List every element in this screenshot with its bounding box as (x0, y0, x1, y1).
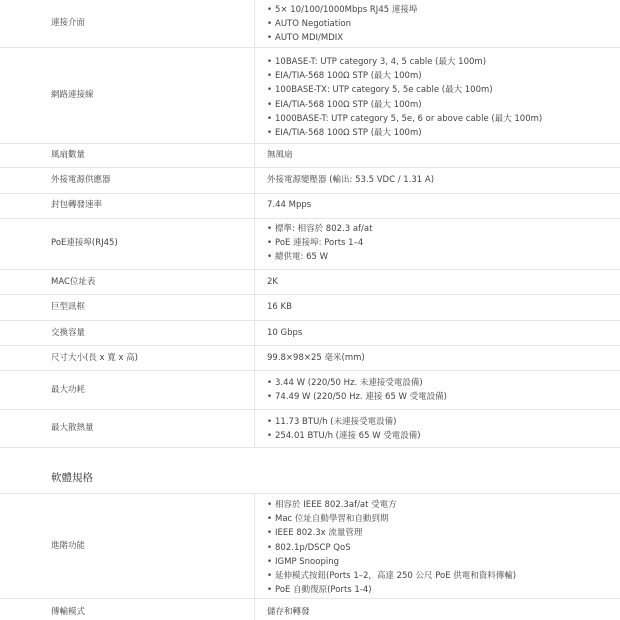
spec-value-list (267, 416, 421, 444)
spec-value-item: • 802.1p/DSCP QoS (267, 542, 516, 554)
row-divider (0, 370, 620, 371)
spec-value-item: • 相容於 IEEE 802.3af/at 受電方 (267, 499, 516, 511)
spec-value-item: • 254.01 BTU/h (連接 65 W 受電設備) (267, 430, 421, 442)
row-divider (0, 167, 620, 168)
spec-label: 傳輸模式 (51, 607, 86, 617)
spec-value: 外接電源變壓器 (輸出: 53.5 VDC / 1.31 A) (267, 175, 435, 185)
spec-value-item: • IEEE 802.3x 流量管理 (267, 527, 516, 539)
spec-value-list (267, 56, 542, 141)
spec-value: 無風扇 (267, 150, 293, 160)
column-divider (254, 0, 255, 447)
spec-value-list (267, 223, 372, 266)
spec-value-list (267, 4, 417, 47)
spec-value: 7.44 Mpps (267, 200, 312, 210)
spec-value-item: • 74.49 W (220/50 Hz. 連接 65 W 受電設備) (267, 391, 447, 403)
spec-value-item: • 100BASE-TX: UTP category 5, 5e cable (最大 100m) (267, 84, 542, 96)
row-divider (0, 493, 620, 494)
spec-label: 尺寸大小(長 x 寬 x 高) (51, 353, 139, 363)
row-divider (0, 193, 620, 194)
spec-label: 連接介面 (51, 18, 86, 28)
spec-value: 10 Gbps (267, 328, 303, 338)
spec-value-item: • 10BASE-T: UTP category 3, 4, 5 cable (最大 100m) (267, 56, 542, 68)
spec-label: 交換容量 (51, 328, 86, 338)
spec-value-item: • EIA/TIA-568 100Ω STP (最大 100m) (267, 70, 542, 82)
row-divider (0, 409, 620, 410)
spec-label: 風扇數量 (51, 150, 86, 160)
spec-value-item: • EIA/TIA-568 100Ω STP (最大 100m) (267, 99, 542, 111)
spec-value-item: • AUTO MDI/MDIX (267, 32, 417, 44)
spec-value-item: • 延伸模式按鈕(Ports 1–2，高達 250 公尺 PoE 供電和資料傳輸) (267, 570, 516, 582)
spec-label: 巨型訊框 (51, 302, 86, 312)
column-divider (254, 493, 255, 620)
spec-value-item: • IGMP Snooping (267, 556, 516, 568)
row-divider (0, 294, 620, 295)
spec-value-item: • 11.73 BTU/h (未連接受電設備) (267, 416, 421, 428)
spec-value-item: • 1000BASE-T: UTP category 5, 5e, 6 or above cable (最大 100m) (267, 113, 542, 125)
spec-label: 外接電源供應器 (51, 175, 111, 185)
spec-label: MAC位址表 (51, 277, 96, 287)
spec-value-item: • 3.44 W (220/50 Hz. 未連接受電設備) (267, 377, 447, 389)
section-title: 軟體規格 (51, 472, 93, 484)
spec-label: 最大功耗 (51, 385, 86, 395)
spec-value: 99.8×98×25 毫米(mm) (267, 353, 365, 363)
row-divider (0, 269, 620, 270)
spec-value-item: • AUTO Negotiation (267, 18, 417, 30)
row-divider (0, 218, 620, 219)
row-divider (0, 345, 620, 346)
spec-value-item: • 總供電: 65 W (267, 251, 372, 263)
row-divider (0, 47, 620, 48)
row-divider (0, 143, 620, 144)
spec-value-item: • EIA/TIA-568 100Ω STP (最大 100m) (267, 127, 542, 139)
spec-label: 最大散熱量 (51, 423, 94, 433)
row-divider (0, 447, 620, 448)
row-divider (0, 320, 620, 321)
spec-label: 封包轉發速率 (51, 200, 103, 210)
spec-value: 16 KB (267, 302, 292, 312)
spec-value-item: • 5× 10/100/1000Mbps RJ45 連接埠 (267, 4, 417, 16)
spec-label: 網路連接線 (51, 90, 94, 100)
spec-value-item: • Mac 位址自動學習和自動到期 (267, 513, 516, 525)
spec-value-item: • 標準: 相容於 802.3 af/at (267, 223, 372, 235)
spec-label: 進階功能 (51, 541, 86, 551)
spec-value-list (267, 377, 447, 405)
spec-value-list (267, 499, 516, 598)
spec-value: 儲存和轉發 (267, 607, 310, 617)
spec-value-item: • PoE 連接埠: Ports 1–4 (267, 237, 372, 249)
spec-value: 2K (267, 277, 278, 287)
spec-label: PoE連接埠(RJ45) (51, 238, 118, 248)
spec-value-item: • PoE 自動復原(Ports 1-4) (267, 584, 516, 596)
